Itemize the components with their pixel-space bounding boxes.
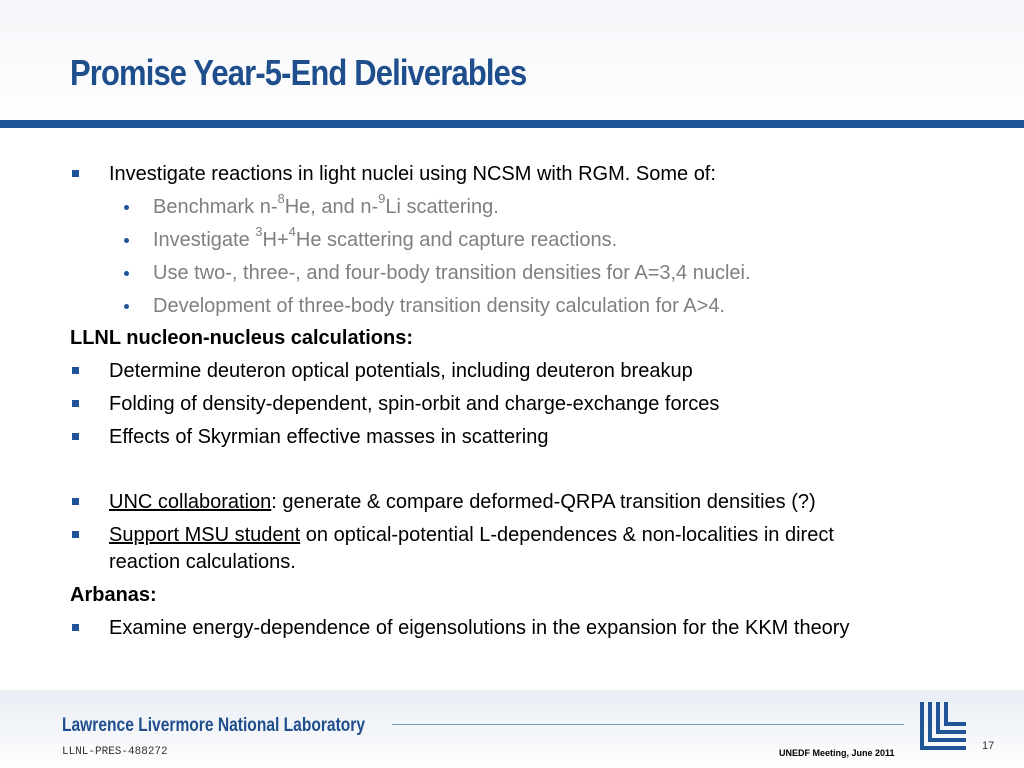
bullet-text: Folding of density-dependent, spin-orbit and charge-exchange forces: [109, 393, 720, 415]
sub-bullet-text: Use two-, three-, and four-body transition densities for A=3,4 nuclei.: [153, 262, 751, 284]
square-bullet-icon: [72, 624, 79, 631]
bullet-text: Examine energy-dependence of eigensolutions in the expansion for the KKM theory: [109, 617, 850, 639]
page-number: 17: [982, 740, 995, 752]
sub-bullet-text: Development of three-body transition density calculation for A>4.: [153, 295, 725, 317]
round-bullet-icon: [124, 304, 129, 309]
section-heading: Arbanas:: [70, 584, 157, 606]
round-bullet-icon: [124, 271, 129, 276]
bullet-text: UNC collaboration: generate & compare deformed-QRPA transition densities (?): [109, 491, 816, 513]
bullet-text: Determine deuteron optical potentials, including deuteron breakup: [109, 360, 693, 382]
footer-divider: [392, 724, 904, 725]
footer-meeting-label: UNEDF Meeting, June 2011: [779, 748, 895, 758]
square-bullet-icon: [72, 367, 79, 374]
footer-lab-name: Lawrence Livermore National Laboratory: [62, 715, 366, 736]
sub-bullet-text: Investigate $^3$H+$^4$He scattering and capture reactions.: [153, 224, 618, 251]
square-bullet-icon: [72, 531, 79, 538]
bullet-text: Support MSU student on optical-potential L-dependences & non-localities in direct: [109, 524, 834, 546]
llnl-logo-icon: [916, 698, 972, 754]
slide-title: Promise Year-5-End Deliverables: [70, 52, 527, 93]
sub-bullet-text: Benchmark n-$^8$He, and n-$^9$Li scattering.: [153, 191, 499, 218]
support-msu-student-link[interactable]: Support MSU student: [109, 524, 301, 546]
round-bullet-icon: [124, 205, 129, 210]
unc-collaboration-link[interactable]: UNC collaboration: [109, 491, 272, 513]
bullet-text: Investigate reactions in light nuclei using NCSM with RGM. Some of:: [109, 163, 716, 185]
bullet-continuation-text: reaction calculations.: [109, 551, 296, 573]
footer-document-id: LLNL-PRES-488272: [62, 746, 168, 758]
title-divider: [0, 120, 1024, 128]
square-bullet-icon: [72, 400, 79, 407]
square-bullet-icon: [72, 498, 79, 505]
square-bullet-icon: [72, 433, 79, 440]
section-heading: LLNL nucleon-nucleus calculations:: [70, 327, 414, 349]
bullet-text: Effects of Skyrmian effective masses in scattering: [109, 426, 549, 448]
square-bullet-icon: [72, 170, 79, 177]
round-bullet-icon: [124, 238, 129, 243]
